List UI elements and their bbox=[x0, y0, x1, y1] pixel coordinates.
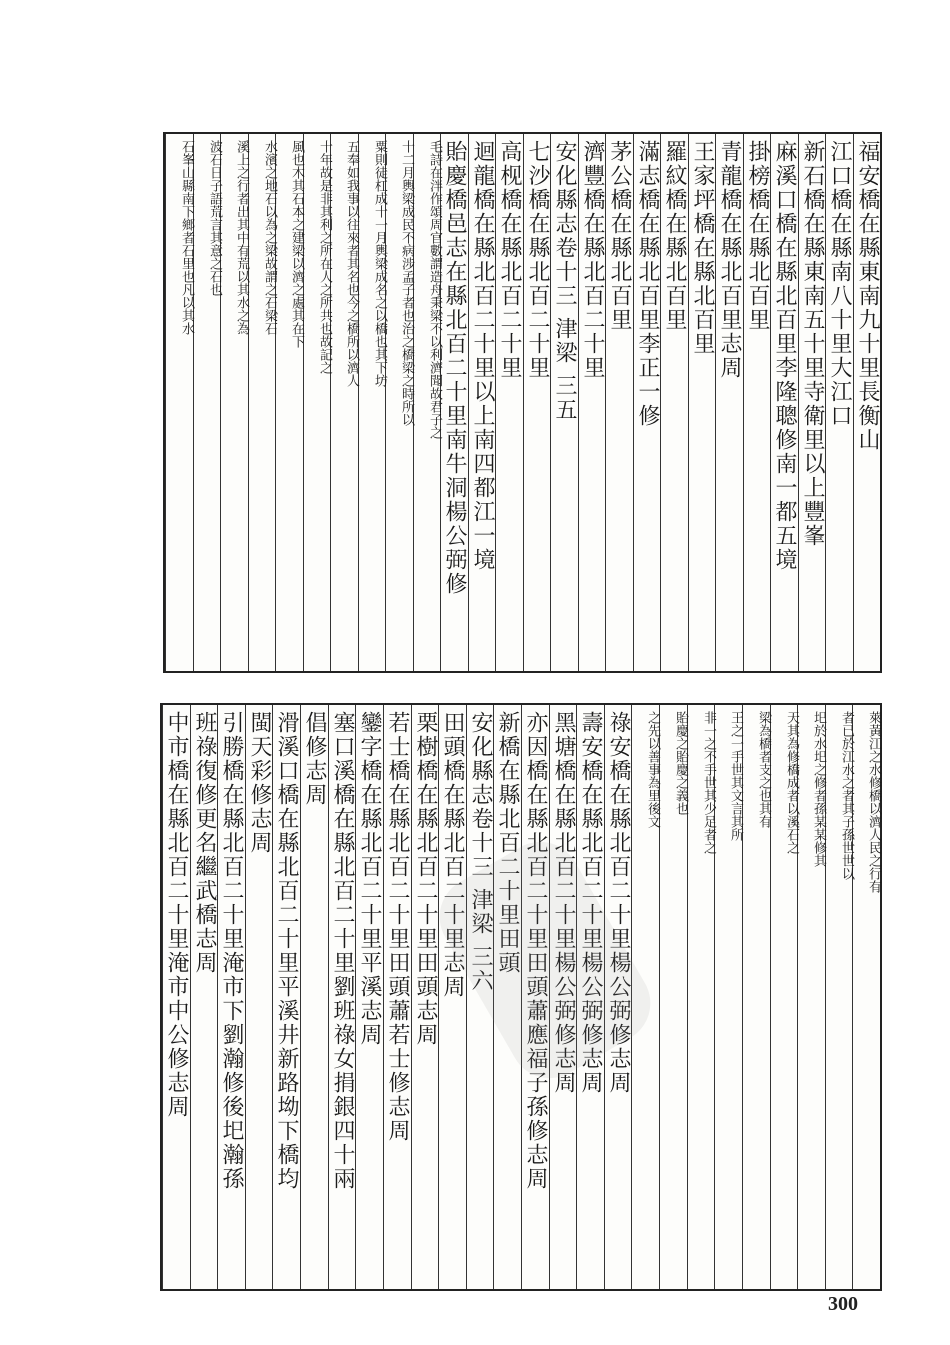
text-column: 班祿復修更名繼武橋志周 bbox=[192, 711, 217, 975]
text-column: 青龍橋在縣北百里志周 bbox=[717, 140, 742, 380]
text-column: 天其為修橋成者以溪石之 bbox=[784, 711, 799, 854]
text-column: 茅公橋在縣北百里 bbox=[607, 140, 632, 332]
top-book-page bbox=[163, 132, 882, 673]
text-column: 壽安橋在縣北百二十里楊公弼修志周 bbox=[578, 711, 603, 1095]
text-column: 者已於江水之者其子孫世世以 bbox=[839, 711, 854, 880]
text-column: 石峯山縣南下鄉者石里也凡以其水 bbox=[179, 140, 194, 335]
text-column: 祿安橋在縣北百二十里楊公弼修志周 bbox=[606, 711, 631, 1095]
text-column: 新石橋在縣東南五十里寺衛里以上豐峯 bbox=[800, 140, 825, 548]
text-column: 溪上之行者出其中有荒以其水之為 bbox=[234, 140, 249, 335]
text-column: 滿志橋在縣北百里李正一修 bbox=[635, 140, 660, 428]
text-column: 倡修志周 bbox=[302, 711, 327, 807]
text-column: 七沙橋在縣北百二十里 bbox=[525, 140, 550, 380]
text-column: 田頭橋在縣北百二十里志周 bbox=[440, 711, 465, 999]
text-column: 毛詩在泮作頌周官數謂造舟秉梁不以利濟聞故君子之 bbox=[427, 140, 442, 439]
text-column: 閩天彩修志周 bbox=[247, 711, 272, 855]
text-column: 水濱之地石以為之梁故謂之石梁石 bbox=[262, 140, 277, 335]
text-column: 風也木其石本之建梁以濟之處其在下 bbox=[289, 140, 304, 348]
text-column: 塞口溪橋在縣北百二十里劉班祿女捐銀四十兩 bbox=[330, 711, 355, 1191]
text-column: 江口橋在縣南八十里大江口 bbox=[827, 140, 852, 428]
text-column: 梁為橋者支之也其有 bbox=[756, 711, 771, 828]
text-column: 羅紋橋在縣北百里 bbox=[662, 140, 687, 332]
text-column: 貽慶橋邑志在縣北百二十里南牛洞楊公弼修 bbox=[442, 140, 467, 596]
text-column: 新橋在縣北百二十里田頭 bbox=[495, 711, 520, 975]
text-column: 王之一手世其文言其所 bbox=[728, 711, 743, 841]
text-column: 非一之不手世其少足者之 bbox=[701, 711, 716, 854]
text-column: 黑塘橋在縣北百二十里楊公弼修志周 bbox=[551, 711, 576, 1095]
text-column: 萊黃江之水修橋以濟人民之行有 bbox=[866, 711, 881, 893]
text-column: 鑾字橋在縣北百二十里平溪志周 bbox=[357, 711, 382, 1047]
text-column: 五奉如我事以往來者其名也今之橋所以濟人 bbox=[344, 140, 359, 387]
text-column: 迴龍橋在縣北百二十里以上南四都江一境 bbox=[470, 140, 495, 572]
text-column: 麻溪口橋在縣北百里李隆聰修南一都五境 bbox=[772, 140, 797, 572]
text-column: 圯於水圯之修者孫某某修其 bbox=[811, 711, 826, 867]
text-column: 若士橋在縣北百二十里田頭蕭若士修志周 bbox=[385, 711, 410, 1143]
text-column: 之先以善事為里後文 bbox=[645, 711, 660, 828]
text-column: 波石日子語荒言其意之石也 bbox=[207, 140, 222, 296]
text-column: 亦因橋在縣北百二十里田頭蕭應福子孫修志周 bbox=[523, 711, 548, 1191]
text-column: 十二月輿梁成民不病涉孟子者也治之橋梁之時所以 bbox=[399, 140, 414, 426]
text-column: 安化縣志卷十三 津梁 三五 bbox=[552, 140, 577, 422]
text-column: 中市橋在縣北百二十里淹市中公修志周 bbox=[164, 711, 189, 1119]
text-column: 引勝橋在縣北百二十里淹市下劉瀚修後圯瀚孫 bbox=[219, 711, 244, 1191]
text-column: 王家坪橋在縣北百里 bbox=[690, 140, 715, 356]
page-number: 300 bbox=[828, 1293, 858, 1315]
text-column: 濟豐橋在縣北百二十里 bbox=[580, 140, 605, 380]
text-column: 滑溪口橋在縣北百二十里平溪井新路坳下橋均 bbox=[274, 711, 299, 1191]
text-column: 十年故是非其利之所在人之所共也故記之 bbox=[317, 140, 332, 374]
text-column: 掛榜橋在縣北百里 bbox=[745, 140, 770, 332]
text-column: 粟則徒杠成十一月輿梁成名之以橋也其下坊 bbox=[372, 140, 387, 387]
text-column: 福安橋在縣東南九十里長衡山 bbox=[855, 140, 880, 452]
text-column: 安化縣志卷十三 津梁 三六 bbox=[468, 711, 493, 993]
text-column: 貽慶之貽慶之義也 bbox=[673, 711, 688, 815]
text-column: 高枧橋在縣北百二十里 bbox=[497, 140, 522, 380]
text-column: 栗樹橋在縣北百二十里田頭志周 bbox=[413, 711, 438, 1047]
